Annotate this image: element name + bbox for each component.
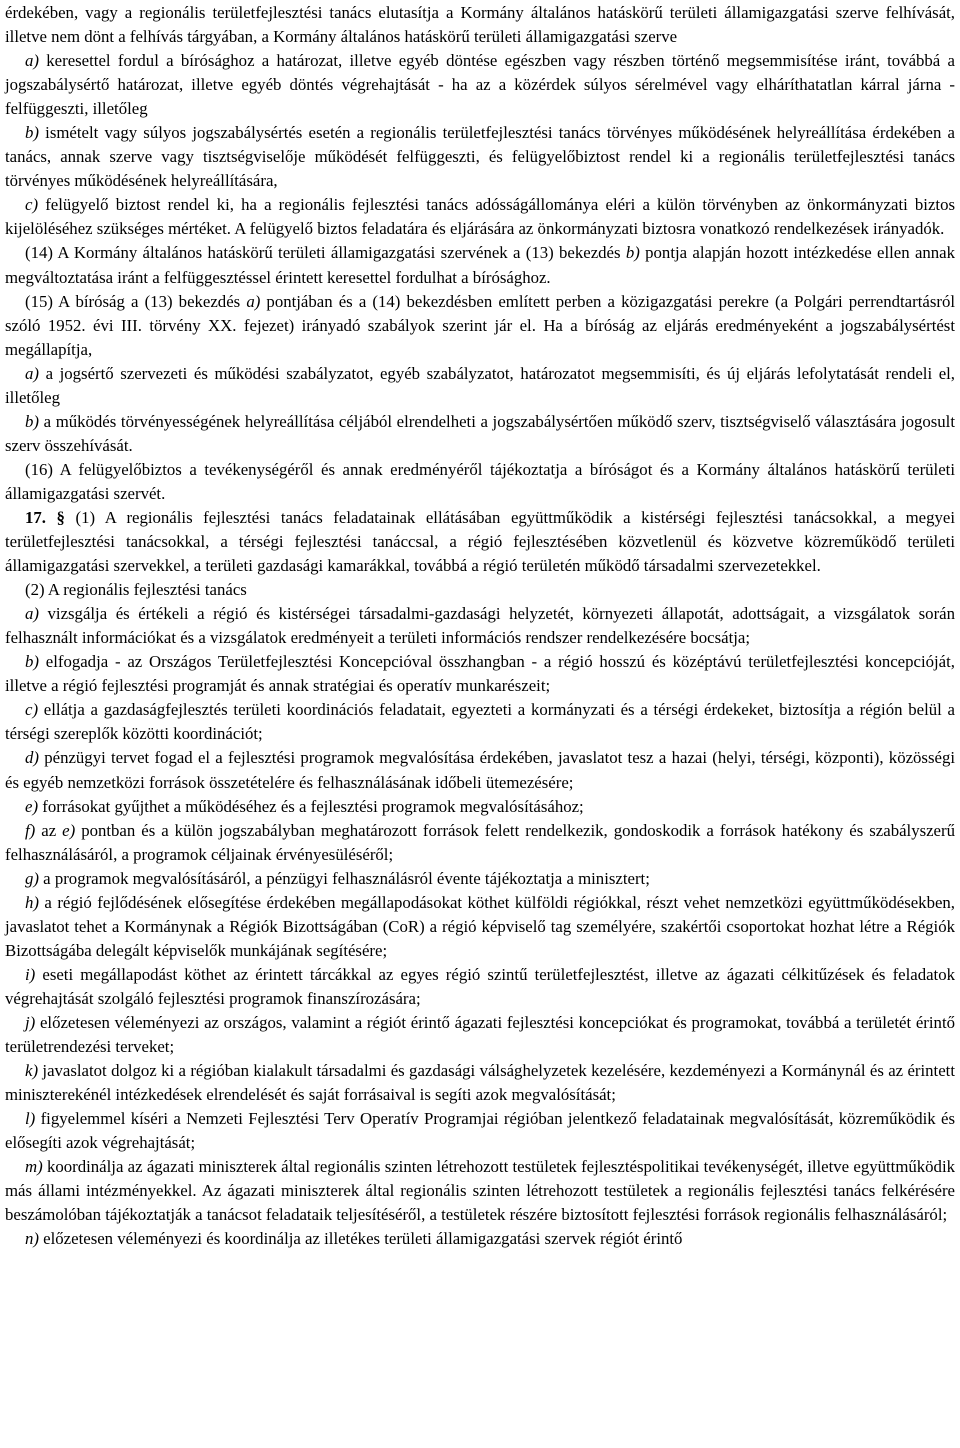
paragraph-text: felügyelő biztost rendel ki, ha a regionális fejlesztési tanács adósságállománya eléri a külön törvényben az önkormányzati biztos kijelöléséhez szükséges mértéket. A felügyelő biztos feladatára és eljárására az önkormányzati biztosra vonatkozó rendelkezések irányadók. <box>5 195 955 239</box>
item-label: a) <box>25 604 39 624</box>
paragraph-text: érdekében, vagy a regionális területfejlesztési tanács elutasítja a Kormány általános hatáskörű területi államigazgatási szerve felhívását, illetve nem dönt a felhívás tárgyában, a Kormány általános hatáskörű területi államigazgatási szerve <box>5 3 955 47</box>
paragraph-text: koordinálja az ágazati miniszterek által regionális szinten létrehozott testületek fejlesztéspolitikai tevékenységét, illetve együttműködik más állami intézményekkel. Az ágazati miniszterek által regionális szinten létrehozott testületek a regionális fejlesztési tanács felkérésére beszámolóban tájékoztatják a tanácsot feladataik teljesítéséről, a testületek részére biztosított fejlesztési források regionális felhasználásáról; <box>5 1157 955 1225</box>
paragraph-text: a működés törvényességének helyreállítása céljából elrendelheti a jogszabálysértően működő szerv, tisztségviselő választására jogosult szerv összehívását. <box>5 411 955 455</box>
paragraph <box>5 49 955 121</box>
paragraph-text: pontban és a külön jogszabályban meghatározott források felett rendelkezik, gondoskodik a források hatékony és szabályszerű felhasználásáról, a programok céljainak érvényesüléséről; <box>5 820 955 864</box>
paragraph <box>5 963 955 1011</box>
paragraph <box>5 795 955 819</box>
item-label: g) <box>25 868 39 888</box>
item-label: e) <box>25 796 39 816</box>
paragraph <box>5 410 955 458</box>
paragraph-text <box>46 508 57 527</box>
paragraph-text: a jogsértő szervezeti és működési szabályzatot, egyéb szabályzatot, határozatot megsemmisíti, és új eljárás lefolytatását rendeli el, illetőleg <box>5 363 955 407</box>
paragraph-text: pontja alapján hozott intézkedése ellen annak megváltoztatása iránt a felfüggesztéssel érintett keresettel fordulhat a bírósághoz. <box>5 243 956 287</box>
item-label: f) <box>25 820 36 840</box>
item-label: a) <box>246 291 261 311</box>
paragraph <box>5 578 955 602</box>
paragraph-text: keresettel fordul a bírósághoz a határozat, illetve egyéb döntése egészben vagy részben történő megsemmisítése iránt, továbbá a jogszabálysértő határozat, illetve egyéb döntés végrehajtását - ha az a közérdek súlyos sérelmével vagy elháríthatatlan kárral járna - felfüggeszti, illetőleg <box>5 51 955 119</box>
paragraph <box>5 241 955 289</box>
paragraph-text: (1) A regionális fejlesztési tanács feladatainak ellátásában együttműködik a kistérségi fejlesztési tanácsokkal, a megyei területfejlesztési tanácsokkal, a térségi fejlesztési tanáccsal, a régió fejlesztésében közvetlenül és közvetve közreműködő területi államigazgatási szervekkel, a területi gazdasági kamarákkal, továbbá a régió területén működő társadalmi szervezetekkel. <box>5 507 955 576</box>
item-label: b) <box>625 243 640 263</box>
item-label: j) <box>25 1012 36 1032</box>
paragraph <box>5 1107 955 1155</box>
paragraph <box>5 1227 955 1251</box>
paragraph <box>5 1011 955 1059</box>
paragraph-text: az <box>35 820 63 840</box>
paragraph-text: figyelemmel kíséri a Nemzeti Fejlesztési Terv Operatív Programjai régióban jelentkező feladatainak megvalósítását, közreműködik és elősegíti azok végrehajtását; <box>5 1109 955 1153</box>
item-label: a) <box>25 51 39 71</box>
paragraph <box>5 891 955 963</box>
paragraph-text: a régió fejlődésének elősegítése érdekében megállapodásokat köthet külföldi régiókkal, részt vehet nemzetközi együttműködésekben, javaslatot tehet a Kormánynak a Régiók Bizottságában (CoR) a régió képviselő tag személyére, szakértői csoportokat hozhat létre a Régiók Bizottságába delegált képviselők munkájának segítésére; <box>5 892 955 960</box>
item-label: m) <box>25 1157 43 1177</box>
section-number: 17. <box>25 507 46 527</box>
paragraph-text: javaslatot dolgoz ki a régióban kialakult társadalmi és gazdasági válsághelyzetek kezelésére, kezdeményezi a Kormánynál és az érintett miniszterekénél intézkedések elrendelését és saját forrásaival is segíti azok megvalósítását; <box>5 1061 955 1105</box>
paragraph-text: forrásokat gyűjthet a működéséhez és a fejlesztési programok megvalósításához; <box>38 796 584 816</box>
paragraph <box>5 819 955 867</box>
item-label: i) <box>25 964 36 984</box>
paragraph <box>5 1155 955 1227</box>
item-label: e) <box>62 820 76 840</box>
paragraph <box>5 746 955 794</box>
paragraph <box>5 1059 955 1107</box>
paragraph-text: ismételt vagy súlyos jogszabálysértés esetén a regionális területfejlesztési tanács törvényes működésének helyreállítása érdekében a tanács, annak szerve vagy tisztségviselője működését felfüggeszti, és felügyelőbiztost rendel ki a regionális területfejlesztési tanács törvényes működésének helyreállítására, <box>5 123 955 191</box>
paragraph <box>5 1 955 49</box>
paragraph-text: (14) A Kormány általános hatáskörű területi államigazgatási szervének a (13) bekezdés <box>25 243 626 263</box>
paragraph <box>5 698 955 746</box>
item-label: l) <box>25 1109 36 1129</box>
paragraph <box>5 602 955 650</box>
paragraph <box>5 458 955 506</box>
item-label: d) <box>25 748 39 768</box>
item-label: c) <box>25 195 39 215</box>
paragraph-text: elfogadja - az Országos Területfejlesztési Koncepcióval összhangban - a régió hosszú és középtávú területfejlesztési koncepcióját, illetve a régió fejlesztési programját és annak stratégiai és operatív munkarészeit; <box>5 652 955 696</box>
paragraph-text: eseti megállapodást köthet az érintett tárcákkal az egyes régió szintű területfejlesztést, illetve az ágazati célkitűzések és feladatok végrehajtását szolgáló fejlesztési programok finanszírozására; <box>5 964 955 1008</box>
item-label: b) <box>25 123 39 143</box>
paragraph-text: (2) A regionális fejlesztési tanács <box>25 580 247 600</box>
paragraph-text: ellátja a gazdaságfejlesztés területi koordinációs feladatait, egyezteti a kormányzati és a térségi érdekeket, biztosítja a régión belül a térségi szereplők közötti koordinációt; <box>5 700 955 744</box>
item-label: k) <box>25 1061 39 1081</box>
item-label: b) <box>25 411 39 431</box>
paragraph <box>5 650 955 698</box>
paragraph-text: előzetesen véleményezi az országos, valamint a régiót érintő ágazati fejlesztési koncepciókat és programokat, továbbá a területét érintő területrendezési terveket; <box>5 1012 955 1057</box>
item-label: c) <box>25 700 39 720</box>
paragraph <box>5 290 955 362</box>
item-label: n) <box>25 1229 39 1249</box>
paragraph <box>5 867 955 891</box>
paragraph <box>5 506 955 578</box>
paragraph <box>5 362 955 410</box>
item-label: h) <box>25 892 39 912</box>
paragraph <box>5 193 955 241</box>
paragraph-text: (15) A bíróság a (13) bekezdés <box>25 291 247 311</box>
paragraph-text: pontjában és a (14) bekezdésben említett perben a közigazgatási perekre (a Polgári perrendtartásról szóló 1952. évi III. törvény XX. fejezet) irányadó szabályok szerint jár el. Ha a bíróság az eljárás eredményeként a jogszabálysértést megállapítja, <box>5 291 955 359</box>
paragraph-text: előzetesen véleményezi és koordinálja az illetékes területi államigazgatási szervek régiót érintő <box>38 1229 683 1249</box>
paragraph-text: vizsgálja és értékeli a régió és kistérségei társadalmi-gazdasági helyzetét, környezeti állapotát, adottságait, a vizsgálatok során felhasznált információkat és a vizsgálatok eredményeit a területi információs rendszer rendelkezésére bocsátja; <box>5 604 955 648</box>
item-label: a) <box>25 363 39 383</box>
item-label: b) <box>25 652 39 672</box>
paragraph-text: pénzügyi tervet fogad el a fejlesztési programok megvalósítása érdekében, javaslatot tesz a hazai (helyi, térségi, központi), közösségi és egyéb nemzetközi források összetételére és felhasználásának időbeli ütemezésére; <box>5 748 955 792</box>
paragraph <box>5 121 955 193</box>
paragraph-text: a programok megvalósításáról, a pénzügyi felhasználásról évente tájékoztatja a minisztert; <box>38 868 650 888</box>
paragraph-text: (16) A felügyelőbiztos a tevékenységéről és annak eredményéről tájékoztatja a bíróságot és a Kormány általános hatáskörű területi államigazgatási szervét. <box>5 459 955 503</box>
section-number: § <box>56 507 65 527</box>
